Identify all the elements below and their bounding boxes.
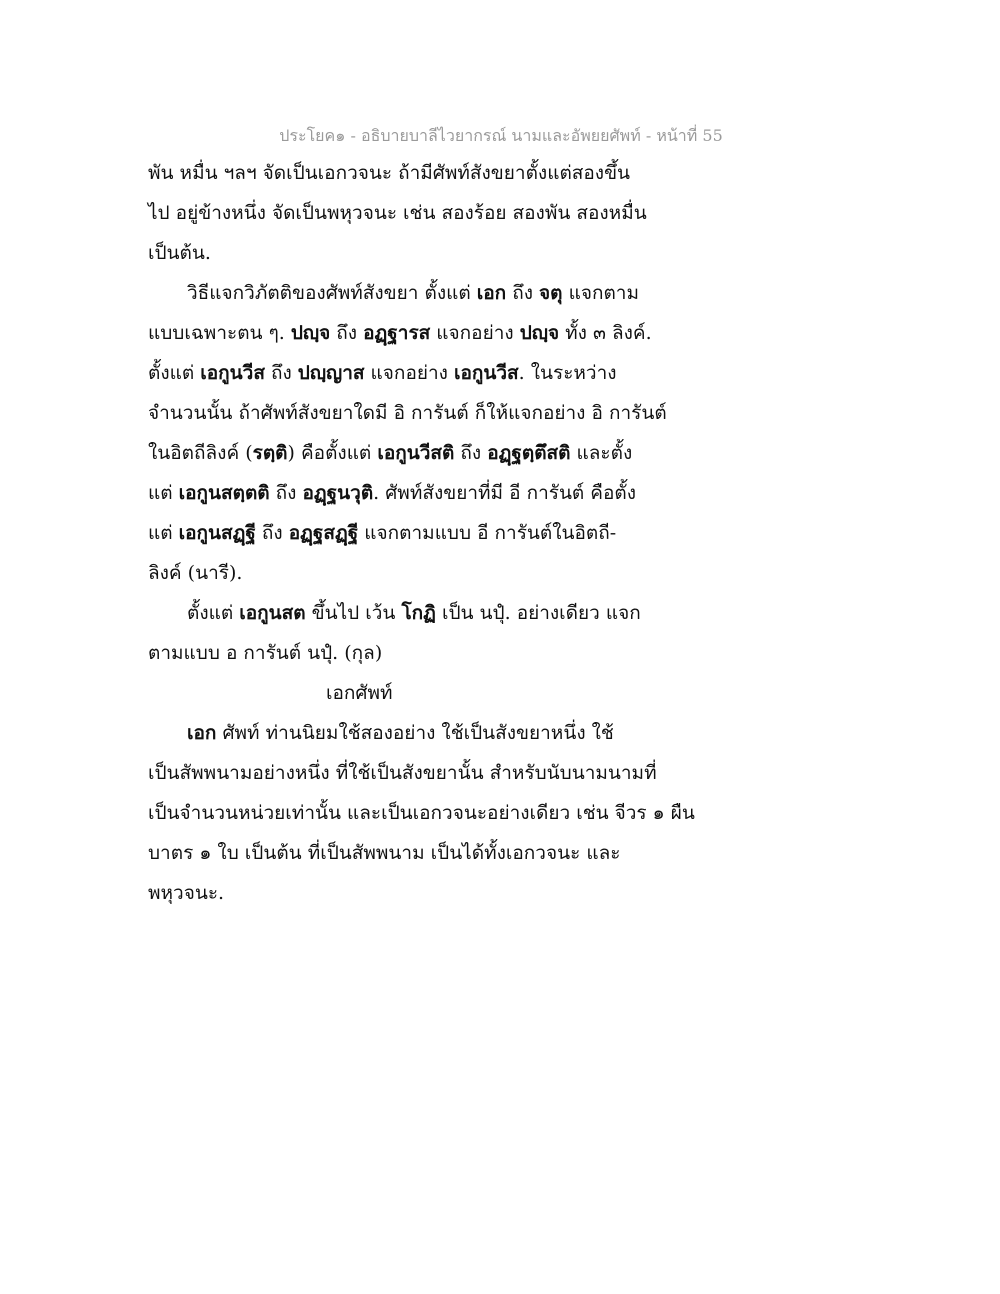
pali-term: เอกูนวีส bbox=[453, 362, 519, 384]
pali-term: เอก bbox=[187, 722, 217, 744]
text-segment: แจกตามแบบ อี การันต์ในอิตถี- bbox=[358, 522, 617, 544]
pali-term: อฏฺฐสฏฺฐี bbox=[288, 522, 359, 544]
text-segment: ถึง bbox=[255, 522, 289, 544]
pali-term: ปญฺจ bbox=[290, 322, 331, 344]
text-line bbox=[148, 237, 708, 277]
text-segment: เอกศัพท์ bbox=[326, 682, 393, 704]
text-line bbox=[148, 797, 708, 837]
pali-term: เอก bbox=[476, 282, 507, 304]
paragraph bbox=[148, 717, 708, 917]
text-line bbox=[148, 637, 708, 677]
text-segment: ตั้งแต่ bbox=[148, 362, 201, 384]
pali-term: เอกูนสต bbox=[239, 602, 306, 624]
text-line bbox=[148, 277, 708, 317]
text-segment: แต่ bbox=[148, 482, 179, 504]
pali-term: ปญฺญาส bbox=[297, 362, 365, 384]
text-segment: ขึ้นไป เว้น bbox=[305, 602, 402, 624]
text-segment: เป็นต้น. bbox=[148, 242, 211, 264]
text-segment: ) คือตั้งแต่ bbox=[287, 442, 378, 464]
paragraph bbox=[148, 277, 708, 597]
section-heading bbox=[148, 677, 708, 717]
text-line bbox=[148, 437, 708, 477]
pali-term: อฏฺฐตฺตึสติ bbox=[487, 442, 571, 464]
text-segment: . ศัพท์สังขยาที่มี อี การันต์ คือตั้ง bbox=[373, 482, 637, 504]
pali-term: ปญฺจ bbox=[519, 322, 560, 344]
text-line bbox=[148, 717, 708, 757]
pali-term: อฏฺฐารส bbox=[363, 322, 431, 344]
text-segment: ตั้งแต่ bbox=[187, 602, 240, 624]
text-segment: ตามแบบ อ การันต์ นปุํ. (กุล) bbox=[148, 642, 383, 664]
text-segment: ถึง bbox=[269, 482, 303, 504]
text-line bbox=[148, 477, 708, 517]
running-header-text: ประโยค๑ - อธิบายบาลีไวยากรณ์ นามและอัพยยศัพท์ - หน้าที่ 55 bbox=[279, 126, 723, 145]
text-segment: พหุวจนะ. bbox=[148, 882, 225, 904]
text-segment: พัน หมื่น ฯลฯ จัดเป็นเอกวจนะ ถ้ามีศัพท์สังขยาตั้งแต่สองขึ้น bbox=[148, 162, 631, 184]
text-segment: แบบเฉพาะตน ๆ. bbox=[148, 322, 291, 344]
text-line bbox=[148, 837, 708, 877]
text-segment: ถึง bbox=[330, 322, 364, 344]
text-line bbox=[148, 877, 708, 917]
running-header bbox=[0, 124, 1000, 149]
text-line bbox=[148, 357, 708, 397]
text-segment: แจกอย่าง bbox=[364, 362, 454, 384]
text-segment: ถึง bbox=[264, 362, 298, 384]
text-line bbox=[148, 397, 708, 437]
text-segment: บาตร ๑ ใบ เป็นต้น ที่เป็นสัพพนาม เป็นได้ทั้งเอกวจนะ และ bbox=[148, 842, 621, 864]
text-line bbox=[148, 597, 708, 637]
text-segment: แต่ bbox=[148, 522, 179, 544]
pali-term: เอกูนวีสติ bbox=[377, 442, 455, 464]
text-line bbox=[148, 757, 708, 797]
pali-term: อฏฺฐนวุติ bbox=[302, 482, 374, 504]
text-segment: ถึง bbox=[454, 442, 488, 464]
text-line bbox=[148, 557, 708, 597]
text-line bbox=[148, 197, 708, 237]
pali-term: เอกูนสฏฺฐี bbox=[178, 522, 256, 544]
text-segment: ลิงค์ (นารี). bbox=[148, 562, 243, 584]
pali-term: เอกูนสตฺตติ bbox=[178, 482, 270, 504]
text-segment: เป็นสัพพนามอย่างหนึ่ง ที่ใช้เป็นสังขยานั้น สำหรับนับนามนามที่ bbox=[148, 762, 657, 784]
body-text bbox=[148, 157, 708, 917]
paragraph bbox=[148, 597, 708, 677]
text-segment: แจกตาม bbox=[562, 282, 639, 304]
pali-term: เอกูนวีส bbox=[200, 362, 265, 384]
text-segment: แจกอย่าง bbox=[430, 322, 520, 344]
text-segment: และตั้ง bbox=[570, 442, 633, 464]
paragraph bbox=[148, 677, 708, 717]
text-segment: จำนวนนั้น ถ้าศัพท์สังขยาใดมี อิ การันต์ ก็ให้แจกอย่าง อิ การันต์ bbox=[148, 402, 667, 424]
text-segment: วิธีแจกวิภัตติของศัพท์สังขยา ตั้งแต่ bbox=[187, 282, 477, 304]
pali-term: รตฺติ bbox=[252, 442, 288, 464]
text-line bbox=[148, 317, 708, 357]
text-segment: ศัพท์ ท่านนิยมใช้สองอย่าง ใช้เป็นสังขยาหนึ่ง ใช้ bbox=[216, 722, 614, 744]
pali-term: โกฏิ bbox=[401, 602, 436, 624]
text-line bbox=[148, 517, 708, 557]
text-segment: . ในระหว่าง bbox=[518, 362, 617, 384]
text-segment: เป็น นปุํ. อย่างเดียว แจก bbox=[435, 602, 641, 624]
text-line bbox=[148, 157, 708, 197]
paragraph bbox=[148, 157, 708, 277]
text-segment: ไป อยู่ข้างหนึ่ง จัดเป็นพหุวจนะ เช่น สองร้อย สองพัน สองหมื่น bbox=[148, 202, 647, 224]
text-segment: ทั้ง ๓ ลิงค์. bbox=[559, 322, 652, 344]
text-segment: ถึง bbox=[506, 282, 540, 304]
text-segment: ในอิตถีลิงค์ ( bbox=[148, 442, 253, 464]
pali-term: จตุ bbox=[539, 282, 563, 304]
text-segment: เป็นจำนวนหน่วยเท่านั้น และเป็นเอกวจนะอย่างเดียว เช่น จีวร ๑ ผืน bbox=[148, 802, 695, 824]
